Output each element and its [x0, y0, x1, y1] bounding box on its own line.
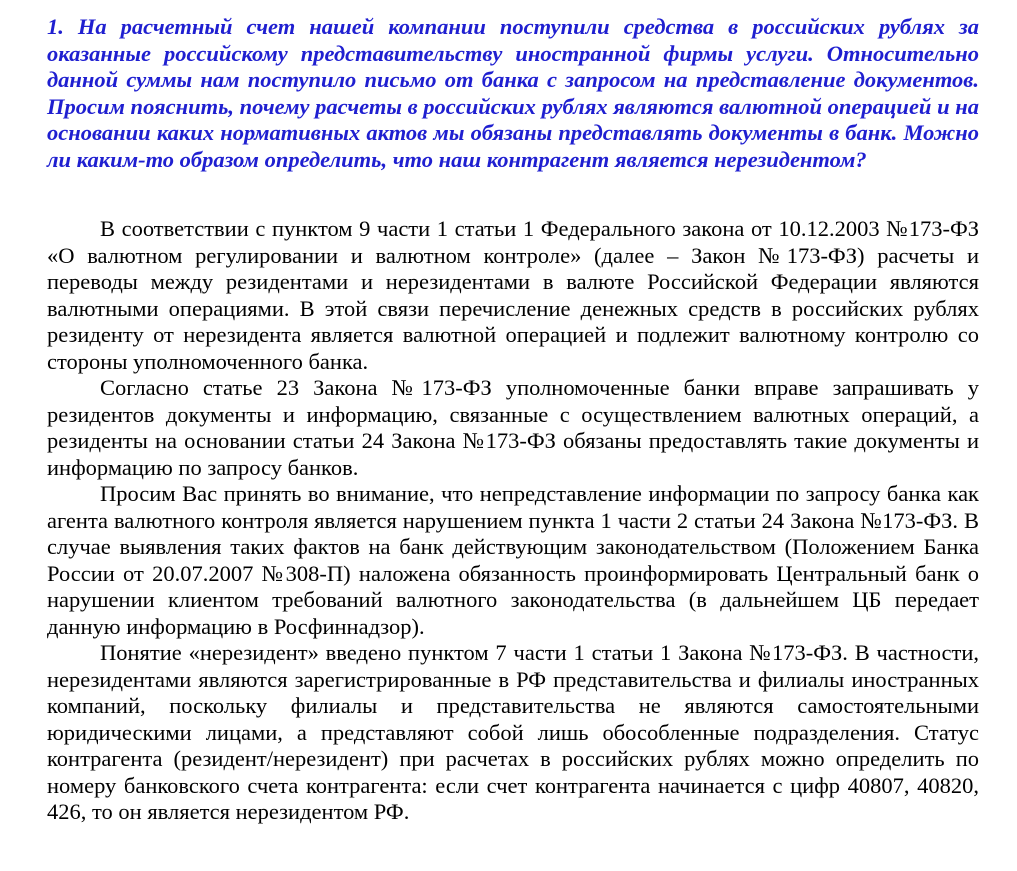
answer-paragraph-1: В соответствии с пунктом 9 части 1 статьи 1 Федерального закона от 10.12.2003 №173-ФЗ «О валютном регулировании и валютном контроле» (далее – Закон №173-ФЗ) расчеты и переводы между резидентами и нерезидентами в валюте Российской Федерации являются валютными операциями. В этой связи перечисление денежных средств в российских рублях резиденту от нерезидента является валютной операцией и подлежит валютному контролю со стороны уполномоченного банка. [47, 216, 979, 374]
question-heading: 1. На расчетный счет нашей компании поступили средства в российских рублях за оказанные российскому представительству иностранной фирмы услуги. Относительно данной суммы нам поступило письмо от банка с запросом на представление документов. Просим пояснить, почему расчеты в российских рублях являются валютной операцией и на основании каких нормативных актов мы обязаны представлять документы в банк. Можно ли каким-то образом определить, что наш контрагент является нерезидентом? [47, 14, 979, 172]
answer-body [47, 216, 979, 826]
answer-paragraph-2: Согласно статье 23 Закона №173-ФЗ уполномоченные банки вправе запрашивать у резидентов документы и информацию, связанные с осуществлением валютных операций, а резиденты на основании статьи 24 Закона №173-ФЗ обязаны предоставлять такие документы и информацию по запросу банков. [47, 375, 979, 480]
answer-paragraph-4: Понятие «нерезидент» введено пунктом 7 части 1 статьи 1 Закона №173-ФЗ. В частности, нерезидентами являются зарегистрированные в РФ представительства и филиалы иностранных компаний, поскольку филиалы и представительства не являются самостоятельными юридическими лицами, а представляют собой лишь обособленные подразделения. Статус контрагента (резидент/нерезидент) при расчетах в российских рублях можно определить по номеру банковского счета контрагента: если счет контрагента начинается с цифр 40807, 40820, 426, то он является нерезидентом РФ. [47, 640, 979, 824]
answer-paragraph-3: Просим Вас принять во внимание, что непредставление информации по запросу банка как агента валютного контроля является нарушением пункта 1 части 2 статьи 24 Закона №173-ФЗ. В случае выявления таких фактов на банк действующим законодательством (Положением Банка России от 20.07.2007 №308-П) наложена обязанность проинформировать Центральный банк о нарушении клиентом требований валютного законодательства (в дальнейшем ЦБ передает данную информацию в Росфиннадзор). [47, 481, 979, 639]
